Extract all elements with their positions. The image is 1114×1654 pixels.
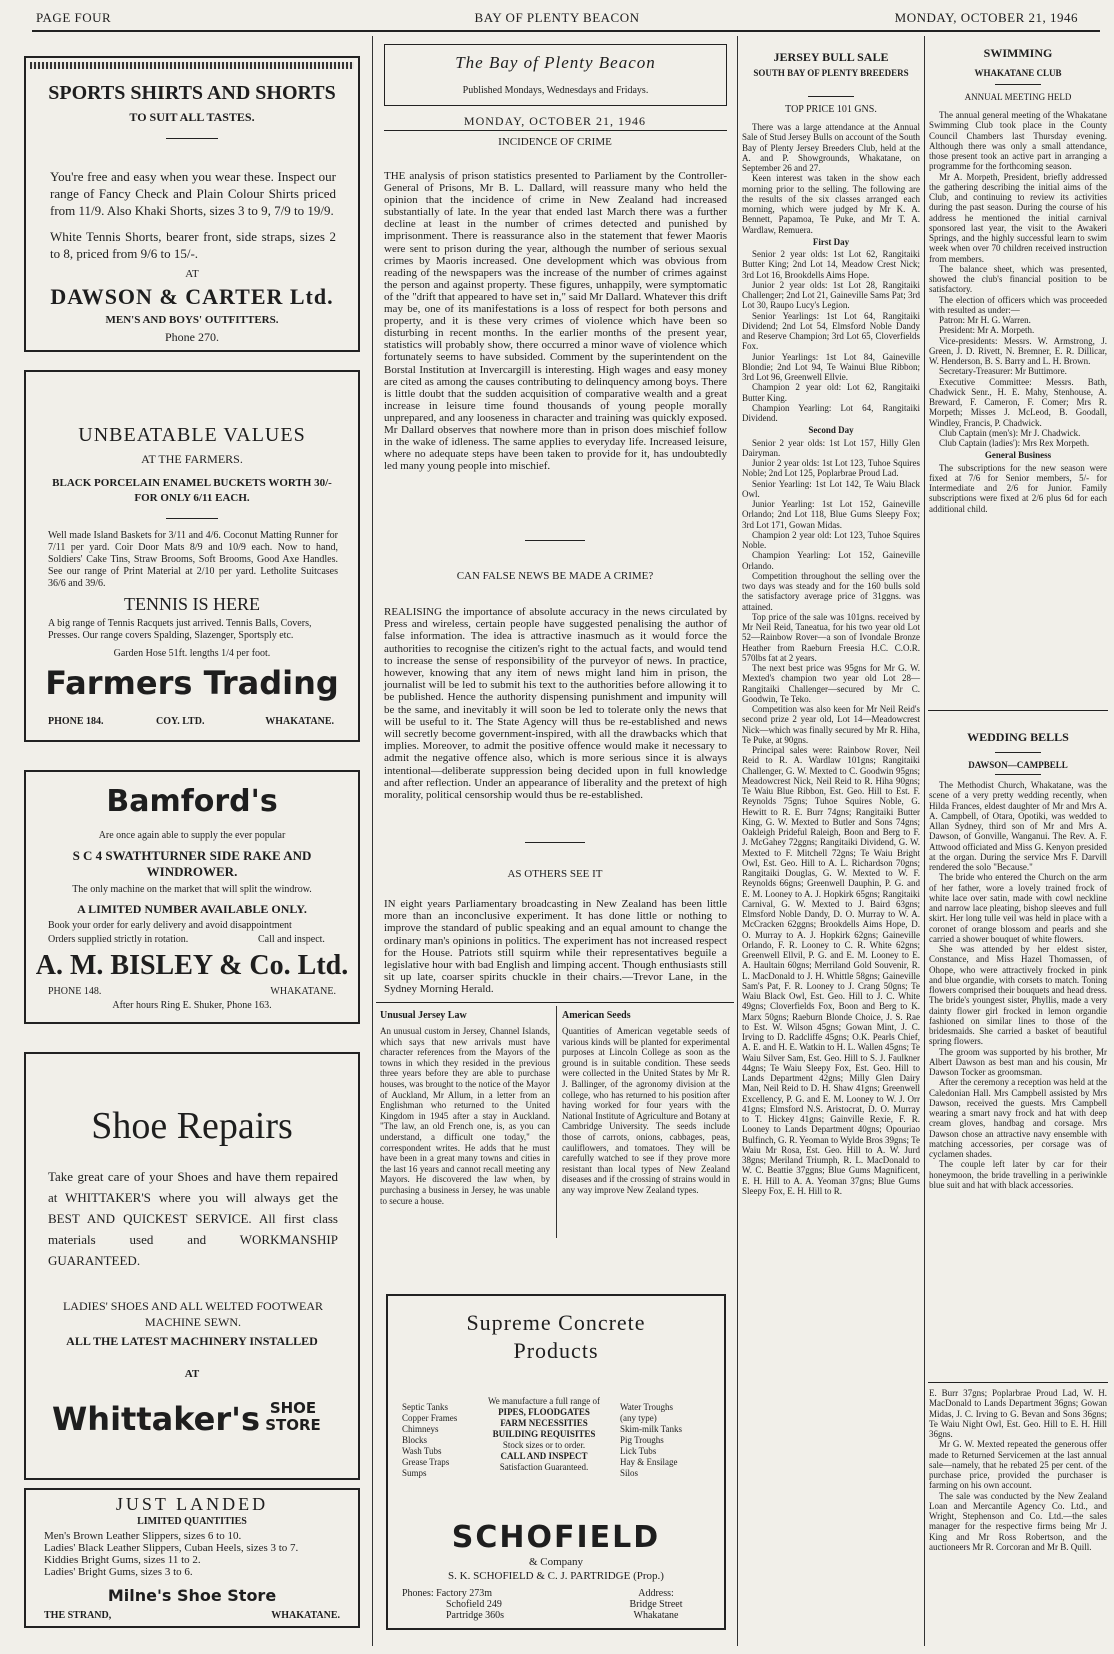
ad-farmers [24, 370, 360, 742]
heading-american-seeds: American Seeds [562, 1010, 631, 1021]
paragraph: Competition was also keen for Mr Neil Reid's second prize 2 year old, Lot 14—Meadowcrest Nick—which was finally secured by Mr R. Hiha, Te Puke, at 90gns. [742, 704, 920, 745]
list-item: Pig Troughs [620, 1435, 664, 1445]
ad-offer: BLACK PORCELAIN ENAMEL BUCKETS WORTH 30/- FOR ONLY 6/11 EACH. [52, 477, 332, 504]
heading-false-news: CAN FALSE NEWS BE MADE A CRIME? [456, 570, 654, 582]
ad-phones [402, 1588, 504, 1621]
issue-date: MONDAY, OCTOBER 21, 1946 [894, 10, 1078, 25]
ad-body: You're free and easy when you wear these. Inspect our range of Fancy Check and Plain Colour Shirts priced from 11/9. Also Khaki Shorts, sizes 3 to 9, 7/9 to 19/9. [50, 169, 336, 218]
ad-coy: COY. LTD. [156, 716, 205, 727]
paragraph: Champion 2 year old: Lot 123, Tuhoe Squires Noble. [742, 529, 920, 550]
list-item: Hay & Ensilage [620, 1457, 678, 1467]
ad-after-hours: After hours Ring E. Shuker, Phone 163. [112, 1000, 272, 1011]
paragraph: Club Captain (men's): Mr J. Chadwick. [939, 427, 1081, 438]
list-item: We manufacture a full range of [488, 1396, 600, 1406]
ad-line-1: Are once again able to supply the ever popular [98, 830, 286, 841]
paragraph: Senior 2 year olds: 1st Lot 62, Rangitaiki Butter King; 2nd Lot 14, Meadow Crest Nick; 3rd Lot 16, Brookdells Aims Hope. [742, 249, 920, 280]
paragraph: Champion 2 year old: Lot 62, Rangitaiki Butter King. [742, 382, 920, 403]
list-item: Stock sizes or to order. [502, 1440, 586, 1450]
paper-name: BAY OF PLENTY BEACON [474, 10, 640, 25]
ad-at: AT [184, 1368, 200, 1380]
ad-title: Shoe Repairs [91, 1105, 293, 1147]
paragraph: Club Captain (ladies'): Mrs Rex Morpeth. [939, 438, 1090, 448]
ad-tagline: MEN'S AND BOYS' OUTFITTERS. [105, 314, 279, 326]
nameplate: The Bay of Plenty Beacon [455, 53, 656, 72]
subheading-jersey-sale: SOUTH BAY OF PLENTY BREEDERS [753, 68, 909, 78]
article-jersey-continued [929, 1388, 1107, 1552]
subheading-wedding: DAWSON—CAMPBELL [968, 760, 1068, 770]
ad-line-4: Orders supplied strictly in rotation. [48, 934, 189, 945]
ad-town: WHAKATANE. [271, 1610, 340, 1621]
product-list-left [402, 1402, 488, 1479]
list-item: BUILDING REQUISITES [492, 1429, 596, 1439]
paragraph: The bride who entered the Church on the arm of her father, wore a lovely trained frock of white lace over satin, made with cowl neckline and narrow lace pleating, bishop sleeves and full skirt. Her long tulle veil was held in place with a coronet of orange blossom and pearls and she carried a shower bouquet of white flowers. [929, 872, 1107, 944]
list-item: Silos [620, 1468, 639, 1478]
list-item: Water Troughs [620, 1402, 674, 1412]
paragraph: The balance sheet, which was presented, showed the club's financial position to be satisfactory. [929, 263, 1107, 295]
subheading-annual-meeting: ANNUAL MEETING HELD [964, 92, 1072, 102]
page-number: PAGE FOUR [36, 10, 112, 25]
ad-title: Supreme Concrete [466, 1310, 646, 1335]
address-line: Whakatane [633, 1610, 679, 1621]
list-item: Blocks [402, 1435, 428, 1445]
paragraph: Junior 2 year olds: 1st Lot 123, Tuhoe Squires Noble; 2nd Lot 125, Poplarbrae Proud Lad. [742, 458, 920, 479]
ad-line-5: Call and inspect. [258, 934, 325, 945]
paragraph: Junior Yearlings: 1st Lot 84, Gaineville Blondie; 2nd Lot 94, Te Wainui Blue Ribbon; 3rd Lot 96, Greenwell Ellvie. [742, 351, 920, 382]
column-rule [737, 36, 738, 1646]
paragraph: The subscriptions for the new season were fixed at 7/6 for Senior members, 5/- for Intermediate and 2/6 for Junior. Family subscriptions were fixed at 2/6 plus 6d for each additional child. [929, 462, 1107, 514]
paragraph: The next best price was 95gns for Mr G. W. Mexted's champion two year old Lot 28—Rangitaiki Challenger—secured by Mr C. Goodwin, Te Teko. [742, 663, 920, 704]
paragraph: There was a large attendance at the Annual Sale of Stud Jersey Bulls on account of the South Bay of Plenty Jersey Breeders Club, held at the A. and P. Showgrounds, Whakatane, on September 26 and 27. [742, 122, 920, 173]
paragraph: Senior Yearling: 1st Lot 142, Te Waiu Black Owl. [742, 478, 920, 499]
product-list-right [620, 1402, 720, 1479]
paragraph: Junior 2 year olds: 1st Lot 28, Rangitaiki Challenger; 2nd Lot 21, Gaineville Sams Pat; 3rd Lot 30, Raupo Lucy's Legion. [742, 279, 920, 311]
ad-sports-shirts [24, 56, 360, 352]
list-item: Ladies' Bright Gums, sizes 3 to 6. [44, 1566, 193, 1578]
paragraph: Senior 2 year olds: 1st Lot 157, Hilly Glen Dairyman. [742, 437, 920, 458]
paragraph: Keen interest was taken in the show each morning prior to the selling. The following are the results of the six classes arranged each morning, which were judged by Mr K. A. Bennett, Papamoa, Te Puke, and Mr T. A. Wardlaw, Remuera. [742, 173, 920, 235]
ad-shoe-repairs [24, 1052, 360, 1480]
list-item: Chimneys [402, 1424, 439, 1434]
ad-limited: A LIMITED NUMBER AVAILABLE ONLY. [77, 902, 307, 916]
list-item: Satisfaction Guaranteed. [499, 1462, 589, 1472]
paragraph: Vice-presidents: Messrs. W. Armstrong, J. Green, J. D. Rivett, N. Bremner, E. R. Dillicar, W. Henderson, B. S. Barry and L. H. Brown. [929, 335, 1107, 366]
ad-company: & Company [528, 1556, 584, 1568]
ad-street: THE STRAND, [44, 1610, 112, 1621]
ad-subtitle: TO SUIT ALL TASTES. [129, 110, 255, 124]
ad-title: Bamford's [106, 784, 278, 819]
ad-line-2: LADIES' SHOES AND ALL WELTED FOOTWEAR MACHINE SEWN. [62, 1299, 324, 1329]
article-others: IN eight years Parliamentary broadcasting in New Zealand has been little more than an inconclusive experiment. It has done little or nothing to improve the standard of public speaking and an equal amount to change the ordinary man's opinions in politics. The experiment has not increased respect for the House. Patriots still squirm while their representatives beguile a legislative hour with bad English and limping accent. Though enthusiasts still sit up late, coarser spirits chuckle in their chairs.—Trevor Lane, in the Sydney Morning Herald. [384, 898, 727, 996]
day-heading: Second Day [808, 425, 854, 436]
list-item: Lick Tubs [620, 1446, 657, 1456]
article-false-news: REALISING the importance of absolute accuracy in the news circulated by Press and wireless, certain people have suggested penalising the author of false information. The idea is attractive inasmuch as it would force the authorities to recognise the citizen's right to the actual facts, and would tend to increase the sense of responsibility of the purveyor of news. In practice, however, knowing that any item of news might land him in prison, the journalist will be led to submit his text to the authorities before allowing it to be published. Hence the authority dispensing punishment and impunity will be the same, and inevitably it will soon be led to tolerate only the news that will be useful to it. The State Agency will thus be re-established and news will secretly become government-inspired, with all the drawbacks which that implies. Moreover, to admit the positive offence would make it necessary to admit the negative offence also, which is more serious since it is always intentional—deliberate suppression being decided upon in full knowledge and after reflection. Under an appearance of liberality and the pretext of high morality, political censorship would thus be re-established. [384, 606, 727, 802]
ad-line-3: ALL THE LATEST MACHINERY INSTALLED [66, 1334, 318, 1348]
ad-at: AT [185, 268, 199, 280]
phone-line: Partridge 360s [446, 1610, 505, 1621]
paragraph: The annual general meeting of the Whakatane Swimming Club took place in the County Council Chambers last Thursday evening. Although there was only a small attendance, those present took an active part in arranging a programme for the forthcoming season. [929, 110, 1107, 172]
ad-address [602, 1588, 710, 1621]
ad-proprietors: S. K. SCHOFIELD & C. J. PARTRIDGE (Prop.) [448, 1570, 664, 1582]
paragraph: Senior Yearlings: 1st Lot 64, Rangitaiki Dividend; 2nd Lot 54, Elmsford Noble Dandy and Reserve Champion; 3rd Lot 65, Cloverfields Fox. [742, 310, 920, 352]
ad-title: SPORTS SHIRTS AND SHORTS [48, 82, 336, 104]
paragraph: Junior Yearling: 1st Lot 152, Gaineville Orlando; 2nd Lot 118, Blue Gums Sleepy Fox; 3rd Lot 171, Gowan Midas. [742, 499, 920, 530]
ad-phone: PHONE 148. [48, 986, 102, 997]
paragraph: Executive Committee: Messrs. Bath, Chadwick Senr., H. E. Mahy, Stenhouse, A. Breward, F. Cameron, F. Comer; Mrs R. Morpeth; Misses J. McLeod, B. Goodall, Windley, Francis, P. Chadwick. [929, 376, 1107, 428]
paragraph: President: Mr A. Morpeth. [939, 325, 1035, 336]
editorial-date: MONDAY, OCTOBER 21, 1946 [463, 114, 647, 128]
ad-line-3: Book your order for early delivery and avoid disappointment [48, 920, 292, 931]
paragraph: E. Burr 37gns; Poplarbrae Proud Lad, W. H. MacDonald to Lands Department 36gns; Gowan Midas, J. C. Irving to G. Bevan and Sons 36gns; Te Waiu Night Owl, Est. Geo. Hill to E. H. Hill 36gns. [929, 1388, 1107, 1439]
column-rule [924, 36, 925, 1646]
paragraph: She was attended by her eldest sister, Constance, and Miss Hazel Thomassen, of Ohope, who were attractively frocked in pink and blue organdie, with corsets to match. Toning flowers comprised their bouquets and head dress. The bride's youngest sister, Phyllis, made a very dainty flower girl frocked in lemon organdie fashioned on similar lines to those of the bridesmaids. She carried a basket of beautiful spring flowers. [929, 944, 1107, 1047]
phone-line: Phones: Factory 273m [402, 1588, 492, 1599]
ad-firm: Whittaker's [52, 1400, 260, 1438]
ad-tennis-title: TENNIS IS HERE [124, 594, 260, 614]
article-wedding [929, 780, 1107, 1190]
heading-others: AS OTHERS SEE IT [507, 868, 603, 880]
ad-items [44, 1530, 344, 1578]
paragraph: Mr A. Morpeth, President, briefly addressed the gathering describing the initial aims of the Club, and continuing to review its activities during the past season. During the course of his address he mentioned the initial carnival sponsored last year, the visit to the Awakeri Springs, and the highly successful learn to swim week when over 70 children received instruction from members. [929, 171, 1107, 264]
paragraph: Champion Yearling: Lot 152, Gaineville Orlando. [742, 550, 920, 571]
ad-firm-2b: STORE [265, 1416, 321, 1434]
paragraph: Principal sales were: Rainbow Rover, Neil Reid to R. A. Wardlaw 101gns; Rangitaiki Challenger, G. W. Mexted to C. Goodwin 95gns; Meadowcrest Nick, Neil Reid to R. Hiha 90gns; Te Waiu Blue Ribbon, Est. Geo. Hill to Est. F. Reynolds 75gns; Tuhoe Squires Noble, G. Hewitt to R. E. Burr 74gns; Rangitaiki Butter King, G. W. Mexted to Butler and Sons 74gns; Oakleigh Prideful Raleigh, Boon and Berg to F. J. McGahey 72ggns; Rangitaiki Dividend, G. W. Mexted to F. Mitchell 72gns; Te Waiu Bright Owl, Est. Geo. Hill to A. L. Richardson 70gns; Rangitaiki Douglas, G. W. Mexted to W. F. Reynolds 66gns; Greenwell Dauphin, P. G. and E. M. Looney to A. J. Hopkirk 65gns; Rangitaiki Carnival, G. W. Mexted to J. Baird 63gns; Elmsford Noble Dandy, D. O. Murray to W. A. McCracken 62ggns; Brookdells Aims Hope, D. O. Murray to A. J. Hopkirk 62gns; Gaineville Orlando, F. R. Looney to C. R. White 62gns; Greenwell Ellvil, P. G. and E. M. Looney to E. A. Haultain 60gns; Merriland Gold Souvenir, R. L. MacDonald to J. H. Whittle 58gns; Gaineville Sam's Pat, F. R. Looney to J. Crang 50gns; Te Waiu Black Owl, Est. Geo. Hill to J. C. White 49gns; Cloverfields Fox, Boon and Berg to K. Marx 50gns; Raeburn Blonde Choice, J. S. Rae to Est. W. Wilson 45gns; Gowan Mint, J. C. Irving to D. Radcliffe 45gns; O.K. Pearls Chief, A. E. and H. E. Watkin to H. L. Wallen 45gns; Te Waiu Silver Sam, Est. Geo. Hill to S. J. Faulkner 44gns; Te Waiu Sleepy Fox, Est. Geo. Hill to Lands Department 42gns; Milly Glen Dairy Man, Neil Reid to D. H. Shaw 41gns; Greenwell Excellency, P. G. and E. M. Looney to W. J. Orr 41gns; Elmsford N.S. Aristocrat, D. O. Murray to T. Hickey 41gns; Gainville Rexie, F. R. Looney to Lands Department 40gns; Opouriao Bulfinch, G. R. Yeoman to Wylde Bros 39gns; Te Waiu Mr Rosa, Est. Geo. Hill to A. W. Jurd 38gns; Meriland Triumph, R. L. MacDonald to W. C. Beattie 37ggns; Blue Gums Magnificent, E. H. Hill to A. A. Yeoman 37gns; Blue Gums Sleepy Fox, E. H. Hill to R. [742, 745, 920, 1196]
ad-hose: Garden Hose 51ft. lengths 1/4 per foot. [113, 648, 271, 659]
ad-firm: DAWSON & CARTER Ltd. [50, 284, 334, 309]
ad-body: Take great care of your Shoes and have them repaired at WHITTAKER'S where you will always get the BEST AND QUICKEST SERVICE. All first class materials used and WORKMANSHIP GUARANTEED. [48, 1169, 338, 1268]
phone-line: Schofield 249 [446, 1599, 502, 1610]
paragraph: Champion Yearling: Lot 64, Rangitaiki Dividend. [742, 402, 920, 423]
paragraph: Mr G. W. Mexted repeated the generous offer made to Returned Servicemen at the last annual sale—namely, that he rebated 25 per cent. of the purchase price, provided the purchaser is farming on his own account. [929, 1439, 1107, 1491]
list-item: Septic Tanks [402, 1402, 448, 1412]
heading-jersey-law: Unusual Jersey Law [380, 1010, 467, 1021]
heading-crime: INCIDENCE OF CRIME [498, 136, 612, 148]
paragraph: Patron: Mr H. G. Warren. [939, 315, 1031, 325]
top-price: TOP PRICE 101 GNS. [785, 104, 877, 115]
article-swimming [929, 110, 1107, 514]
article-jersey-law: An unusual custom in Jersey, Channel Islands, which says that new arrivals must have character references from the Mayors of the towns in which they resided in the previous three years before they are able to purchase houses, was brought to the notice of the Mayor of Auckland, Mr Allum, in a letter from an Englishman who returned to the United Kingdom in 1945 after a stay in Auckland. "The law, an old French one, is, as you can understand, a difficult one today," the correspondent writes. He adds that he must have been in a great many towns and cities in the last 16 years and cannot recall meeting any Mayors. He discovered the law when, by purchasing a business in Jersey, he was unable to secure a house. [380, 1026, 550, 1206]
address-line: Address: [638, 1588, 674, 1599]
ad-phone: Phone 270. [165, 330, 219, 344]
list-item: Skim-milk Tanks [620, 1424, 682, 1434]
ad-body-2: White Tennis Shorts, bearer front, side straps, sizes 2 to 8, priced from 9/6 to 15/-. [50, 229, 336, 261]
list-item: Wash Tubs [402, 1446, 442, 1456]
ad-firm-2 [248, 1400, 338, 1434]
list-item: Men's Brown Leather Slippers, sizes 6 to 10. [44, 1530, 242, 1542]
list-item: FARM NECESSITIES [500, 1418, 588, 1428]
list-item: Copper Frames [402, 1413, 458, 1423]
list-item: PIPES, FLOODGATES [498, 1407, 590, 1417]
address-line: Bridge Street [629, 1599, 683, 1610]
ad-town: WHAKATANE. [265, 716, 334, 727]
heading-jersey-sale: JERSEY BULL SALE [773, 50, 889, 64]
day-heading: First Day [812, 236, 850, 247]
paragraph: The Methodist Church, Whakatane, was the scene of a very pretty wedding recently, when Hilda Frances, eldest daughter of Mr and Mrs A. A. Campbell, of Otara, Opotiki, was wedded to Allan Sydney, third son of Mr and Mrs A. Dawson, of Gonville, Wanganui. The Rev. A. F. Attwood officiated and Miss G. Kenyon presided at the organ. During the service Mrs F. Darvill rendered the solo "Because." [929, 780, 1107, 872]
ad-phone: PHONE 184. [48, 716, 104, 727]
heading-swimming: SWIMMING [983, 46, 1053, 60]
list-item: (any type) [620, 1413, 657, 1423]
section-heading: General Business [984, 450, 1052, 461]
heading-wedding: WEDDING BELLS [967, 730, 1069, 744]
ad-milnes [24, 1488, 360, 1628]
paragraph: Top price of the sale was 101gns. received by Mr Neil Reid, Taneatua, for his two year old Lot 52—Rainbow Rover—a son of Ivondale Bronze Heather from Raeburn Freesia H.C. C.O.R. 570lbs fat at 2 years. [742, 611, 920, 663]
paragraph: After the ceremony a reception was held at the Caledonian Hall. Mrs Campbell assisted by Mrs Dawson, received the guests. Mrs Campbell wearing a smart navy frock and hat with deep cream gloves, handbag and corsage. Mrs Dawson chose an attractive navy ensemble with matching accessories, per corsage was of cyclamen shades. [929, 1077, 1107, 1159]
paragraph: Competition throughout the selling over the two days was steady and for the 160 bulls sold the satisfactory average price of 31ggns. was attained. [742, 570, 920, 612]
ad-line-2: The only machine on the market that will split the windrow. [72, 884, 312, 895]
published-note: Published Mondays, Wednesdays and Fridays. [462, 85, 649, 96]
paragraph: The election of officers which was proceeded with resulted as under:— [929, 294, 1107, 315]
ad-product: S C 4 SWATHTURNER SIDE RAKE AND WINDROWER. [72, 848, 312, 879]
ad-subtitle: LIMITED QUANTITIES [137, 1516, 247, 1527]
paragraph: The sale was conducted by the New Zealand Loan and Mercantile Agency Co. Ltd., and Wright, Stephenson and Co. Ltd.—the sales manager for the respective firms being Mr J. King and Mr Ross Robertson, and the auctioneers Mr R. Corcoran and Mr B. Quill. [929, 1490, 1107, 1552]
ad-town: WHAKATANE. [270, 986, 336, 997]
ad-title-2: Products [513, 1338, 599, 1363]
paragraph: Secretary-Treasurer: Mr Buttimore. [939, 366, 1067, 377]
list-item: CALL AND INSPECT [500, 1451, 588, 1461]
ad-firm: SCHOFIELD [451, 1520, 661, 1555]
ad-bamford [24, 770, 360, 1024]
column-rule [372, 36, 373, 1646]
article-american-seeds: Quantities of American vegetable seeds of various kinds will be planted for experimental purposes at Lincoln College as soon as the ground is in suitable condition. These seeds were collected in the United States by Mr R. J. Ballinger, of the agronomy division at the college, who has returned to his position after having worked for four years with the National Institute of Agriculture and Botany at Cambridge University. The seeds include those of carrots, onions, cabbages, peas, cauliflowers, and tomatoes. They will be carefully watched to see if they prove more resistant than local types of New Zealand diseases and if the crossing of strains would in any way improve New Zealand types. [562, 1026, 730, 1195]
ad-firm: A. M. BISLEY & Co. Ltd. [35, 950, 349, 981]
article-jersey-sale [742, 122, 920, 1196]
list-item: Ladies' Black Leather Slippers, Cuban Heels, sizes 3 to 7. [44, 1542, 299, 1554]
ad-firm-2a: SHOE [269, 1399, 317, 1417]
ad-title: UNBEATABLE VALUES [78, 424, 306, 446]
ad-concrete [386, 1294, 726, 1630]
paragraph: The couple left later by car for their honeymoon, the bride travelling in a periwinkle blue suit and hat with black accessories. [929, 1159, 1107, 1190]
ad-firm: Milne's Shoe Store [107, 1586, 277, 1605]
list-item: Grease Traps [402, 1457, 450, 1467]
article-crime: THE analysis of prison statistics presented to Parliament by the Controller-General of Prisons, Mr B. L. Dallard, will reassure many who held the opinion that the incidence of crime in New Zealand had increased substantially of late. In the year that ended last March there was a further decline at least in the number of crimes detected and punished by imprisonment. There is reassurance also in the statement that fewer Maoris were sent to prison during the year, although the number of serious sexual crimes by Maoris increased. One development which was obvious from reading of the newspapers was the increase of the number of crimes against the person and against property. These figures, unhappily, were symptomatic of the "drift that appeared to have set in," said Mr Dallard. Whatever this drift may be, one of its manifestations is a loss of respect for both persons and property, and it is these very crimes of violence which have been so disturbing in recent months. In the earlier months of the present year, statistics will probably show, there occurred a minor wave of violence which fortunately seems to have subsided. Comment by the superintendent on the Borstal Institution at Invercargill is interesting. High wages and easy money are cited as among the causes contributing to delinquency among boys. There is little doubt that the sudden acquisition of comparative wealth and a great increase in leisure time found thousands of young people morally unprepared, and any looseness in character and training was quickly exposed. Mr Dallard observes that nowhere more than in prison does mischief follow in the wake of idleness. The same applies to everyday life. Increased leisure, where no adequate steps have been taken to provide for it, has undoubtedly led many young people into mischief. [384, 170, 727, 473]
list-item: Kiddies Bright Gums, sizes 11 to 2. [44, 1554, 201, 1566]
nameplate-box [384, 44, 727, 106]
ad-subtitle: AT THE FARMERS. [141, 452, 243, 466]
paragraph: The groom was supported by his brother, Mr Albert Dawson as best man and his cousin, Mr Dawson Tocker as groomsman. [929, 1046, 1107, 1077]
product-list-mid [480, 1396, 608, 1473]
list-item: Sumps [402, 1468, 427, 1478]
ad-firm: Farmers Trading [45, 664, 339, 702]
ad-title: JUST LANDED [115, 1494, 269, 1514]
ad-body: Well made Island Baskets for 3/11 and 4/6. Coconut Matting Runner for 7/11 per yard. Coir Door Mats 8/9 and 10/9 each. Now to hand, Soldiers' Cake Tins, Straw Brooms, Soft Brooms, Good Axe Handles. See our range of Print Material at 2/10 per yard. Letholite Suitcases 36/6 and 39/6. [48, 530, 338, 589]
subheading-swimming: WHAKATANE CLUB [974, 68, 1062, 78]
ad-tennis-body: A big range of Tennis Racquets just arrived. Tennis Balls, Covers, Presses. Our range covers Spalding, Slazenger, Sportsply etc. [48, 618, 312, 641]
